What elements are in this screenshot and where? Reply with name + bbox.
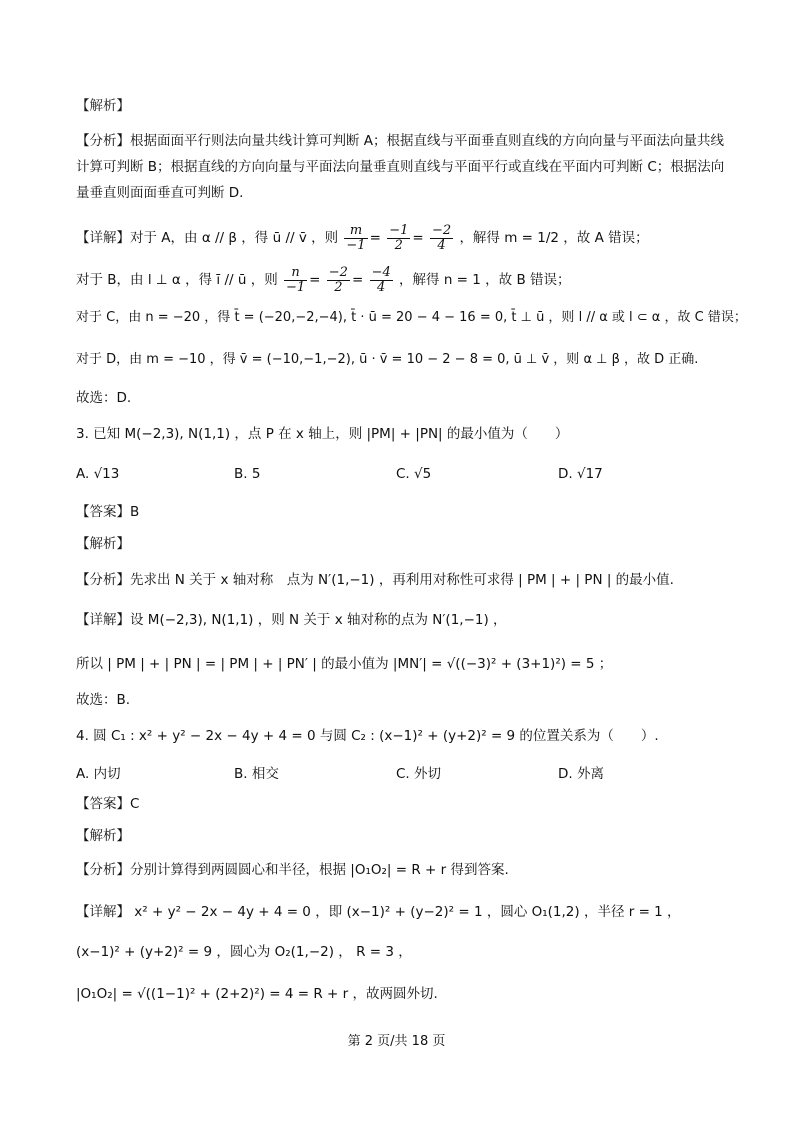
q2-detail-b-suffix: ，解得 n = 1 ，故 B 错误；: [399, 272, 571, 288]
fraction-neg2-over-4: $\frac{-2}{4}$: [431, 222, 452, 253]
q3-option-b: B. 5: [234, 466, 261, 482]
q3-jiexi-heading: 【解析】: [76, 536, 130, 552]
q2-detail-d: 对于 D，由 m = −10 ，得 v̄ = (−10,−1,−2), ū · v̄ = 10 − 2 − 8 = 0, ū ⊥ v̄ ，则 α ⊥ β ，故 D 正确.: [76, 352, 699, 367]
q3-choice: 故选：B.: [76, 692, 131, 708]
q4-option-b: B. 相交: [234, 766, 279, 782]
q3-conclusion: 所以 | PM | + | PN | = | PM | + | PN′ | 的最小值为 |MN′| = √((−3)² + (3+1)²) = 5 ；: [76, 656, 613, 672]
q4-option-d: D. 外离: [558, 766, 604, 782]
q3-detail: 【详解】设 M(−2,3), N(1,1) ，则 N 关于 x 轴对称的点为 N′(1,−1) ，: [76, 612, 507, 628]
q2-detail-b: 对于 B，由 l ⊥ α ，得 ī // ū ，则 $\frac{n}{-1}$ = $\frac{-2}{2}$ = $\frac{-4}{4}$ ，解得 n = 1 ，故 B 错误；: [76, 264, 571, 295]
q2-detail-a: 【详解】对于 A，由 α // β ，得 ū // v̄ ，则 $\frac{m}{-1}$ = $\frac{-1}{2}$ = $\frac{-2}{4}$ ，解得 m = 1/2 ，故 A 错误；: [76, 222, 649, 253]
fraction-m-over-neg1: $\frac{m}{-1}$: [346, 222, 366, 253]
q4-stem: 4. 圆 C₁ : x² + y² − 2x − 4y + 4 = 0 与圆 C₂ : (x−1)² + (y+2)² = 9 的位置关系为（ ）.: [76, 728, 659, 744]
q3-option-c: C. √5: [396, 466, 432, 482]
q3-option-a: A. √13: [76, 466, 120, 482]
q2-analysis: 【分析】根据面面平行则法向量共线计算可判断 A；根据直线与平面垂直则直线的方向向量与平面法向量共线计算可判断 B；根据直线的方向向量与平面法向量垂直则直线与平面平行或直线在平面内可判断 C；根据法向量垂直则面面垂直可判断 D.: [76, 133, 725, 201]
q2-detail-c: 对于 C，由 n = −20 ，得 t̄ = (−20,−2,−4), t̄ · ū = 20 − 4 − 16 = 0, t̄ ⊥ ū ，则 l // α 或 l ⊂ α ，故 C 错误；: [76, 310, 747, 325]
page-footer: 第 2 页/共 18 页: [347, 1034, 446, 1049]
q2-detail-b-prefix: 对于 B，由 l ⊥ α ，得 ī // ū ，则: [76, 272, 278, 288]
q2-choice: 故选：D.: [76, 390, 132, 406]
q4-answer: 【答案】C: [76, 796, 140, 812]
fraction-neg2-over-2: $\frac{-2}{2}$: [328, 264, 348, 295]
q2-detail-a-suffix: ，解得 m = 1/2 ，故 A 错误；: [459, 230, 649, 246]
q3-option-d: D. √17: [558, 466, 603, 482]
q4-option-c: C. 外切: [396, 766, 442, 782]
fraction-neg4-over-4: $\frac{-4}{4}$: [371, 264, 391, 295]
q2-detail-a-prefix: 【详解】对于 A，由 α // β ，得 ū // v̄ ，则: [76, 230, 339, 246]
fraction-neg1-over-2: $\frac{-1}{2}$: [389, 222, 409, 253]
q3-stem: 3. 已知 M(−2,3), N(1,1) ，点 P 在 x 轴上，则 |PM| + |PN| 的最小值为（ ）: [76, 426, 569, 442]
q4-detail-line3: |O₁O₂| = √((1−1)² + (2+2)²) = 4 = R + r ，故两圆外切.: [76, 986, 438, 1002]
q3-answer: 【答案】B: [76, 504, 140, 520]
q4-detail: 【详解】 x² + y² − 2x − 4y + 4 = 0 ，即 (x−1)² + (y−2)² = 1 ，圆心 O₁(1,2) ，半径 r = 1 ，: [76, 904, 681, 920]
q4-option-a: A. 内切: [76, 766, 121, 782]
q2-jiexi-heading: 【解析】: [76, 98, 130, 114]
q3-analysis: 【分析】先求出 N 关于 x 轴对称 点为 N′(1,−1) ，再利用对称性可求得 | PM | + | PN | 的最小值.: [76, 572, 674, 588]
fraction-n-over-neg1: $\frac{n}{-1}$: [286, 264, 306, 295]
q4-jiexi-heading: 【解析】: [76, 828, 130, 844]
q4-detail-line2: (x−1)² + (y+2)² = 9 ，圆心为 O₂(1,−2) ， R = 3 ，: [76, 944, 412, 960]
q4-analysis: 【分析】分别计算得到两圆圆心和半径，根据 |O₁O₂| = R + r 得到答案.: [76, 862, 509, 878]
